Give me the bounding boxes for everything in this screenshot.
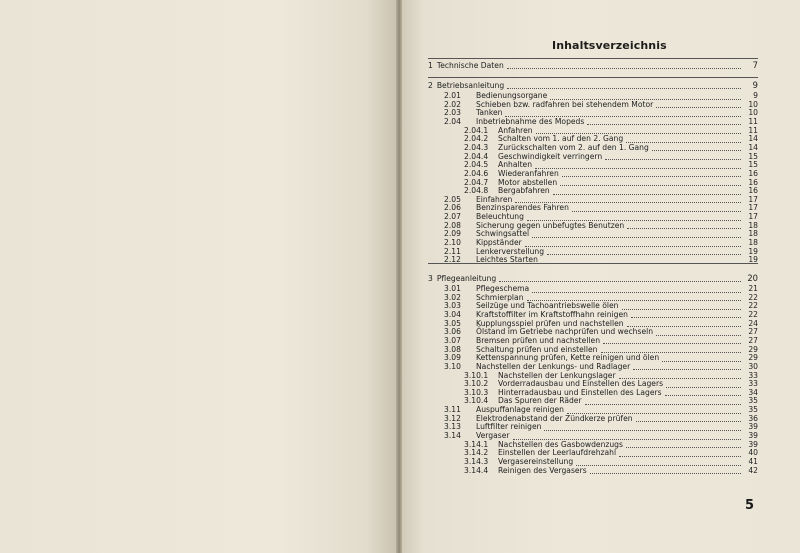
toc-entry-number: 2.01	[444, 91, 461, 100]
toc-entry	[428, 80, 758, 90]
toc-entry-label: Sicherung gegen unbefugtes Benutzen	[476, 220, 625, 230]
toc-entry-label: Schwingsattel	[476, 229, 530, 239]
toc-leader-dots	[627, 222, 741, 229]
toc-leader-dots	[507, 62, 741, 69]
toc-leader-dots	[633, 363, 741, 370]
toc-entry-page: 19	[748, 246, 758, 256]
toc-entry-label: Nachstellen des Gasbowdenzugs	[498, 439, 623, 449]
toc-leader-dots	[665, 389, 741, 396]
toc-leader-dots	[601, 346, 742, 353]
toc-entry-number: 3.14	[444, 431, 461, 441]
toc-entry-number: 3.14.1	[464, 439, 489, 449]
page-number: 5	[745, 498, 755, 513]
toc-leader-dots	[535, 162, 741, 169]
toc-leader-dots	[662, 355, 741, 362]
toc-entry-label: Einfahren	[476, 194, 513, 204]
toc-entry-page: 18	[748, 238, 758, 248]
toc-entry-page: 22	[748, 292, 758, 302]
toc-entry-label: Kettenspannung prüfen, Kette reinigen und ölen	[476, 353, 660, 363]
toc-entry-number: 2	[428, 81, 433, 90]
toc-entry-page: 14	[748, 134, 758, 144]
rule-top	[428, 58, 758, 59]
toc-entry-page: 35	[748, 405, 758, 415]
toc-entry-label: Inbetriebnahme des Mopeds	[476, 116, 585, 126]
toc-entry-label: Geschwindigkeit verringern	[498, 151, 603, 161]
toc-entry-number: 3.01	[444, 284, 461, 293]
toc-entry-page: 10	[748, 108, 758, 118]
toc-entry-number: 3.04	[444, 309, 461, 319]
toc-entry-number: 3.10.2	[464, 379, 489, 389]
toc-leader-dots	[560, 179, 741, 186]
toc-entry-label: Pflegeanleitung	[436, 274, 497, 283]
toc-entry-label: Lenkerverstellung	[476, 246, 545, 256]
toc-entry-number: 3.13	[444, 422, 461, 432]
toc-entry-number: 3.08	[444, 344, 461, 354]
toc-entry-page: 27	[748, 327, 758, 337]
toc-leader-dots	[626, 136, 741, 143]
toc-entry-label: Kupplungsspiel prüfen und nachstellen	[476, 318, 624, 328]
toc-entry-page: 16	[748, 177, 758, 187]
toc-entry-label: Luftfilter reinigen	[476, 422, 542, 432]
toc-entry-label: Ölstand im Getriebe nachprüfen und wechseln	[476, 327, 654, 337]
toc-leader-dots	[603, 337, 741, 344]
toc-entry-label: Pflegeschema	[476, 284, 530, 293]
toc-leader-dots	[541, 257, 741, 264]
toc-leader-dots	[619, 450, 741, 457]
toc-leader-dots	[572, 205, 741, 212]
toc-entry-page: 24	[748, 318, 758, 328]
toc-entry-number: 2.04.8	[464, 186, 489, 196]
toc-leader-dots	[590, 467, 741, 474]
toc-entry-page: 15	[748, 151, 758, 161]
toc-entry-number: 3.10.1	[464, 370, 489, 380]
toc-entry-label: Benzinsparendes Fahren	[476, 203, 569, 213]
toc-entry-number: 2.08	[444, 220, 461, 230]
toc-entry-number: 3.09	[444, 353, 461, 363]
toc-entry-page: 39	[748, 422, 758, 432]
toc-entry-label: Bedienungsorgane	[476, 91, 548, 100]
toc-entry-label: Schaltung prüfen und einstellen	[476, 344, 598, 354]
toc-entry-number: 3.12	[444, 413, 461, 423]
toc-entry-number: 1	[428, 61, 433, 70]
toc-entry-number: 3.10	[444, 361, 461, 371]
toc-entry-label: Leichtes Starten	[476, 255, 538, 265]
toc-entry-page: 17	[748, 212, 758, 222]
toc-leader-dots	[656, 329, 741, 336]
toc-leader-dots	[536, 127, 741, 134]
toc-entry-label: Das Spuren der Räder	[498, 396, 582, 406]
toc-entry-number: 2.11	[444, 246, 461, 256]
toc-entry-number: 2.04	[444, 116, 461, 126]
toc-entry-number: 3.05	[444, 318, 461, 328]
toc-entry-page: 14	[748, 142, 758, 152]
toc-entry-page: 19	[748, 255, 758, 265]
toc-entry-page: 18	[748, 229, 758, 239]
toc-entry-number: 2.10	[444, 238, 461, 248]
toc-leader-dots	[547, 248, 741, 255]
toc-leader-dots	[585, 398, 741, 405]
toc-leader-dots	[507, 82, 741, 89]
toc-entry-page: 9	[753, 91, 758, 100]
toc-leader-dots	[622, 303, 742, 310]
toc-entry-page: 17	[748, 194, 758, 204]
toc-entry-label: Elektrodenabstand der Zündkerze prüfen	[476, 413, 633, 423]
toc-entry-page: 22	[748, 301, 758, 311]
toc-entry-page: 16	[748, 168, 758, 178]
toc-leader-dots	[587, 118, 741, 125]
toc-entry-number: 3.07	[444, 335, 461, 345]
toc-entry-label: Vergasereinstellung	[498, 457, 574, 466]
toc-entry-page: 20	[747, 273, 758, 283]
toc-entry-label: Bergabfahren	[498, 186, 550, 196]
toc-entry-label: Schieben bzw. radfahren bei stehendem Motor	[476, 99, 654, 109]
toc-entry-number: 3.10.3	[464, 387, 489, 397]
toc-entry-page: 7	[752, 60, 758, 70]
toc-entry-page: 15	[748, 160, 758, 170]
toc-leader-dots	[553, 188, 741, 195]
toc-leader-dots	[515, 196, 741, 203]
toc-leader-dots	[532, 286, 741, 293]
toc-entry-page: 22	[748, 309, 758, 319]
toc-leader-dots	[567, 407, 741, 414]
toc-entry	[428, 273, 758, 283]
toc-entry-label: Wiederanfahren	[498, 168, 559, 178]
toc-entry-number: 3.02	[444, 292, 461, 302]
toc-entry-number: 2.07	[444, 212, 461, 222]
toc-leader-dots	[527, 294, 741, 301]
toc-entry-number: 2.04.2	[464, 134, 489, 144]
toc-entry-page: 11	[748, 125, 758, 135]
toc-entry-label: Vorderradausbau und Einstellen des Lagers	[498, 379, 664, 389]
toc-entry-page: 39	[748, 439, 758, 449]
toc-entry-label: Beleuchtung	[476, 212, 524, 222]
toc-entry-number: 2.04.7	[464, 177, 489, 187]
toc-entry-page: 34	[748, 387, 758, 397]
toc-entry-number: 3	[428, 274, 433, 283]
toc-leader-dots	[631, 311, 741, 318]
toc-entry-number: 3.03	[444, 301, 461, 311]
toc-leader-dots	[666, 381, 741, 388]
toc-leader-dots	[527, 214, 741, 221]
toc-entry-label: Anfahren	[498, 125, 533, 135]
toc-entry-page: 9	[752, 80, 758, 90]
toc-entry-page: 11	[748, 116, 758, 126]
toc-entry-label: Reinigen des Vergasers	[498, 465, 587, 475]
toc-entry-number: 2.04.6	[464, 168, 489, 178]
toc-entry-number: 3.14.4	[464, 465, 489, 475]
toc-leader-dots	[550, 93, 741, 100]
toc-entry-label: Hinterradausbau und Einstellen des Lagers	[498, 387, 662, 397]
toc-entry	[428, 255, 758, 265]
toc-entry	[428, 60, 758, 70]
toc-entry-number: 3.11	[444, 405, 461, 415]
toc-entry-label: Anhalten	[498, 160, 533, 170]
toc-entry-page: 35	[748, 396, 758, 406]
toc-leader-dots	[576, 459, 741, 466]
toc-leader-dots	[544, 424, 741, 431]
toc-entry-number: 3.10.4	[464, 396, 489, 406]
toc-entry-label: Schalten vom 1. auf den 2. Gang	[498, 134, 624, 144]
page-title: Inhaltsverzeichnis	[552, 39, 667, 52]
rule-after-section-1	[428, 77, 758, 78]
toc-entry-page: 29	[748, 344, 758, 354]
toc-entry-number: 2.04.4	[464, 151, 489, 161]
toc-entry-page: 33	[748, 379, 758, 389]
toc-entry-page: 17	[748, 203, 758, 213]
toc-leader-dots	[505, 110, 741, 117]
toc-entry-label: Kraftstoffilter im Kraftstoffhahn reinigen	[476, 309, 628, 319]
toc-entry-number: 2.03	[444, 108, 461, 118]
toc-entry-label: Kippständer	[476, 238, 522, 248]
toc-entry-number: 3.06	[444, 327, 461, 337]
toc-entry-number: 2.05	[444, 194, 461, 204]
toc-entry-number: 2.06	[444, 203, 461, 213]
toc-leader-dots	[562, 170, 741, 177]
toc-entry-page: 41	[748, 457, 758, 466]
toc-entry-label: Tanken	[476, 108, 503, 118]
toc-entry-label: Nachstellen der Lenkungslager	[498, 370, 616, 380]
toc-leader-dots	[525, 240, 741, 247]
toc-entry-label: Auspuffanlage reinigen	[476, 405, 564, 415]
toc-leader-dots	[513, 433, 742, 440]
toc-entry-page: 10	[748, 99, 758, 109]
toc-leader-dots	[605, 153, 741, 160]
toc-leader-dots	[499, 275, 741, 282]
toc-entry-page: 18	[748, 220, 758, 230]
toc-leader-dots	[626, 441, 741, 448]
toc-leader-dots	[636, 415, 741, 422]
toc-entry-label: Nachstellen der Lenkungs- und Radlager	[476, 361, 631, 371]
toc-entry-number: 2.09	[444, 229, 461, 239]
book-gutter	[396, 0, 402, 553]
toc-entry-page: 16	[748, 186, 758, 196]
toc-entry-label: Schmierplan	[476, 292, 524, 302]
toc-entry-label: Zurückschalten vom 2. auf den 1. Gang	[498, 142, 649, 152]
toc-entry-page: 30	[748, 361, 758, 371]
toc-entry-page: 27	[748, 335, 758, 345]
toc-entry-number: 2.04.1	[464, 125, 489, 135]
toc-entry-label: Bremsen prüfen und nachstellen	[476, 335, 601, 345]
toc-entry-label: Technische Daten	[436, 61, 504, 70]
toc-entry-number: 2.04.5	[464, 160, 489, 170]
toc-entry-page: 29	[748, 353, 758, 363]
toc-leader-dots	[627, 320, 741, 327]
toc-leader-dots	[656, 101, 741, 108]
toc-entry-label: Betriebsanleitung	[436, 81, 505, 90]
toc-entry-page: 36	[748, 413, 758, 423]
toc-entry-label: Seilzüge und Tachoantriebswelle ölen	[476, 301, 619, 311]
toc-leader-dots	[652, 144, 741, 151]
toc-leader-dots	[619, 372, 741, 379]
toc-entry	[428, 466, 758, 476]
toc-entry-label: Einstellen der Leerlaufdrehzahl	[498, 448, 617, 458]
toc-entry-page: 40	[748, 448, 758, 458]
toc-entry-page: 42	[748, 465, 758, 475]
toc-entry-number: 2.04.3	[464, 142, 489, 152]
toc-entry-number: 3.14.3	[464, 457, 489, 466]
toc-entry-label: Motor abstellen	[498, 177, 558, 187]
toc-entry-page: 21	[748, 284, 758, 293]
toc-entry-page: 33	[748, 370, 758, 380]
toc-entry-number: 2.12	[444, 255, 461, 265]
toc-entry-number: 3.14.2	[464, 448, 489, 458]
left-page-blank	[0, 0, 398, 553]
toc-entry-page: 39	[748, 431, 758, 441]
toc-leader-dots	[532, 231, 741, 238]
toc-entry-number: 2.02	[444, 99, 461, 109]
toc-entry-label: Vergaser	[476, 431, 510, 441]
